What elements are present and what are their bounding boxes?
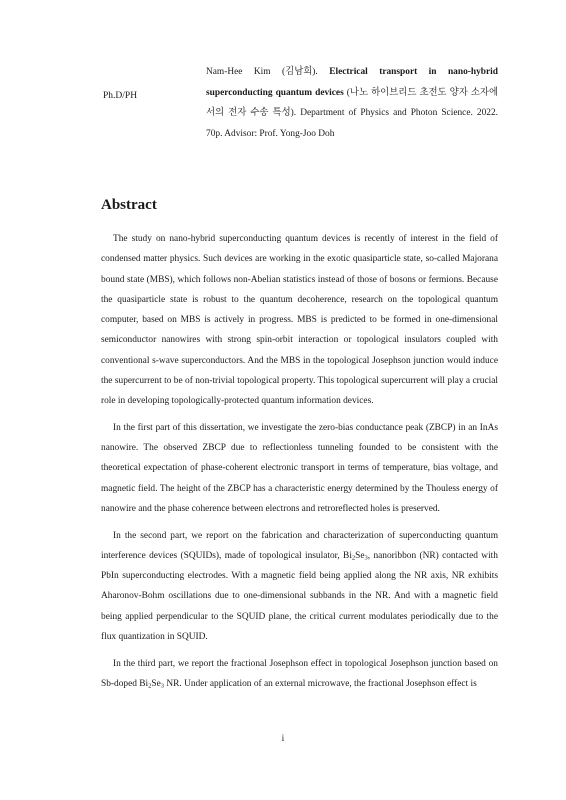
p4-text-a: In the third part, we report the fractional Josephson effect in topological Josephson junction based on Sb-doped Bi	[101, 658, 498, 689]
p4-text-b: Se	[151, 678, 161, 689]
p4-subscript-2: 3	[160, 682, 165, 690]
abstract-paragraph-3	[101, 526, 498, 648]
thesis-header	[0, 62, 566, 142]
degree-label: Ph.D/PH	[103, 91, 138, 101]
abstract-body	[101, 229, 498, 701]
abstract-heading: Abstract	[101, 197, 157, 213]
p3-text-b: Se	[355, 550, 365, 561]
citation-korean-title: (나노 하이브리드 초전도 양자 소자에서의 전자 수송 특성).	[206, 87, 499, 118]
citation-department: Department of Physics and Photon Science.	[300, 108, 477, 118]
p3-text-a: In the second part, we report on the fabrication and characterization of superconducting quantum interference devices (SQUIDs), made of topological insulator, Bi	[101, 530, 498, 561]
abstract-paragraph-2: In the first part of this dissertation, we investigate the zero-bias conductance peak (ZBCP) in an InAs nanowire. The observed ZBCP due to reflectionless tunneling founded to be consistent with the theoretical expectation of phase-coherent electronic transport in terms of temperature, bias voltage, and magnetic field. The height of the ZBCP has a characteristic energy determined by the Thouless energy of nanowire and the phase coherence between electrons and retroreflected holes is preserved.	[101, 422, 498, 514]
page-number: i	[281, 734, 285, 744]
p4-text-c: NR. Under application of an external microwave, the fractional Josephson effect is	[164, 678, 477, 689]
citation-block	[206, 62, 498, 144]
citation-author: Nam-Hee Kim (김남희).	[206, 67, 330, 77]
abstract-paragraph-1: The study on nano-hybrid superconducting quantum devices is recently of interest in the field of condensed matter physics. Such devices are working in the exotic quasiparticle state, so-called Majorana bound state (MBS), which follows non-Abelian statistics instead of those of bosons or fermions. Because the quasiparticle state is robust to the quantum decoherence, research on the topological quantum computer, based on MBS is actively in progress. MBS is predicted to be formed in one-dimensional semiconductor nanowires with strong spin-orbit interaction or topological insulators coupled with conventional s-wave superconductors. And the MBS in the topological Josephson junction would induce the supercurrent to be of non-trivial topological property. This topological supercurrent will play a crucial role in developing topologically-protected quantum information devices.	[101, 234, 498, 406]
citation-advisor: Advisor: Prof. Yong-Joo Doh	[224, 128, 335, 139]
citation-title: Electrical transport in nano-hybrid superconducting quantum devices	[206, 67, 498, 98]
p3-text-c: , nanoribbon (NR) contacted with PbIn superconducting electrodes. With a magnetic field being applied along the NR axis, NR exhibits Aharonov-Bohm oscillations due to one-dimensional subbands in the NR. And with a magnetic field being applied perpendicular to the SQUID plane, the critical current modulates periodically due to the flux quantization in SQUID.	[101, 550, 498, 642]
abstract-paragraph-4	[101, 654, 498, 695]
citation-year-pages: 2022. 70p.	[206, 108, 498, 139]
p4-subscript-1: 2	[148, 682, 152, 690]
p3-subscript-1: 2	[351, 554, 356, 562]
p3-subscript-2: 3	[364, 554, 368, 562]
